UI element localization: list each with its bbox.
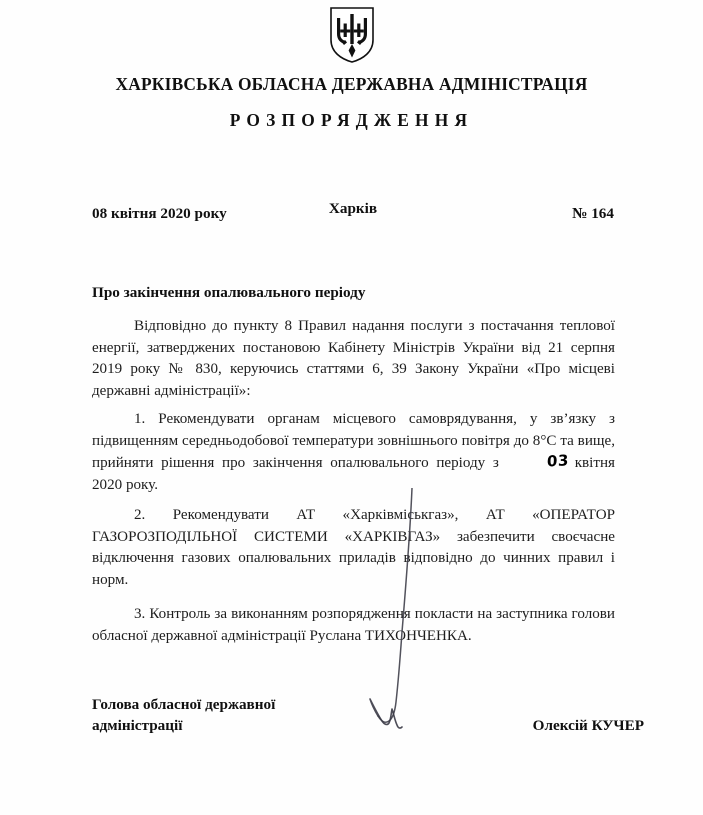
document-city: Харків (328, 200, 378, 217)
document-subject: Про закінчення опалювального періоду (92, 284, 366, 301)
paragraph-item3: 3. Контроль за виконанням розпорядження покласти на заступника голови обласної державної адміністрації Руслана ТИХОНЧЕНКА. (92, 606, 615, 644)
signatory-role-line1: Голова обласної державної (92, 696, 276, 713)
paragraph-item3-container (92, 604, 615, 647)
ukraine-trident-coat-of-arms-icon (329, 6, 375, 64)
paragraph-item1-container (92, 409, 615, 496)
signatory-role (92, 694, 352, 736)
paragraph-intro: Відповідно до пункту 8 Правил надання послуги з постачання теплової енергії, затверджених постановою Кабінету Міністрів України від 21 серпня 2019 року № 830, керуючись статтями 6, 39 Закону України «Про місцеві державні адміністрації»: (92, 318, 615, 399)
document-kind-heading: РОЗПОРЯДЖЕННЯ (229, 110, 474, 130)
paragraph-intro-container (92, 316, 615, 402)
paragraph-item1-text-after: квітня 2020 року. (92, 455, 615, 493)
handwritten-date-annotation: 03 (546, 451, 569, 471)
document-date: 08 квітня 2020 року (92, 205, 227, 222)
paragraph-item2: 2. Рекомендувати АТ «Харківміськгаз», АТ «ОПЕРАТОР ГАЗОРОЗПОДІЛЬНОЇ СИСТЕМИ «ХАРКІВГАЗ» забезпечити своєчасне відключення газових опалювальних приладів відповідно до чинних правил і норм. (92, 507, 615, 588)
signatory-name: Олексій КУЧЕР (532, 717, 644, 734)
document-number: № 164 (572, 205, 614, 222)
paragraph-item2-container (92, 505, 615, 591)
paragraph-item1 (92, 409, 615, 496)
organization-title: ХАРКІВСЬКА ОБЛАСНА ДЕРЖАВНА АДМІНІСТРАЦІЯ (115, 74, 588, 94)
document-meta-row (92, 200, 614, 222)
signatory-role-line2: адміністрації (92, 717, 183, 734)
emblem-container (0, 6, 703, 64)
paragraph-item1-text-before: 1. Рекомендувати органам місцевого самоврядування, у зв’язку з підвищенням середньодобової температури зовнішнього повітря до 8°С та вище, прийняти рішення про закінчення опалювального періоду з (92, 411, 615, 471)
